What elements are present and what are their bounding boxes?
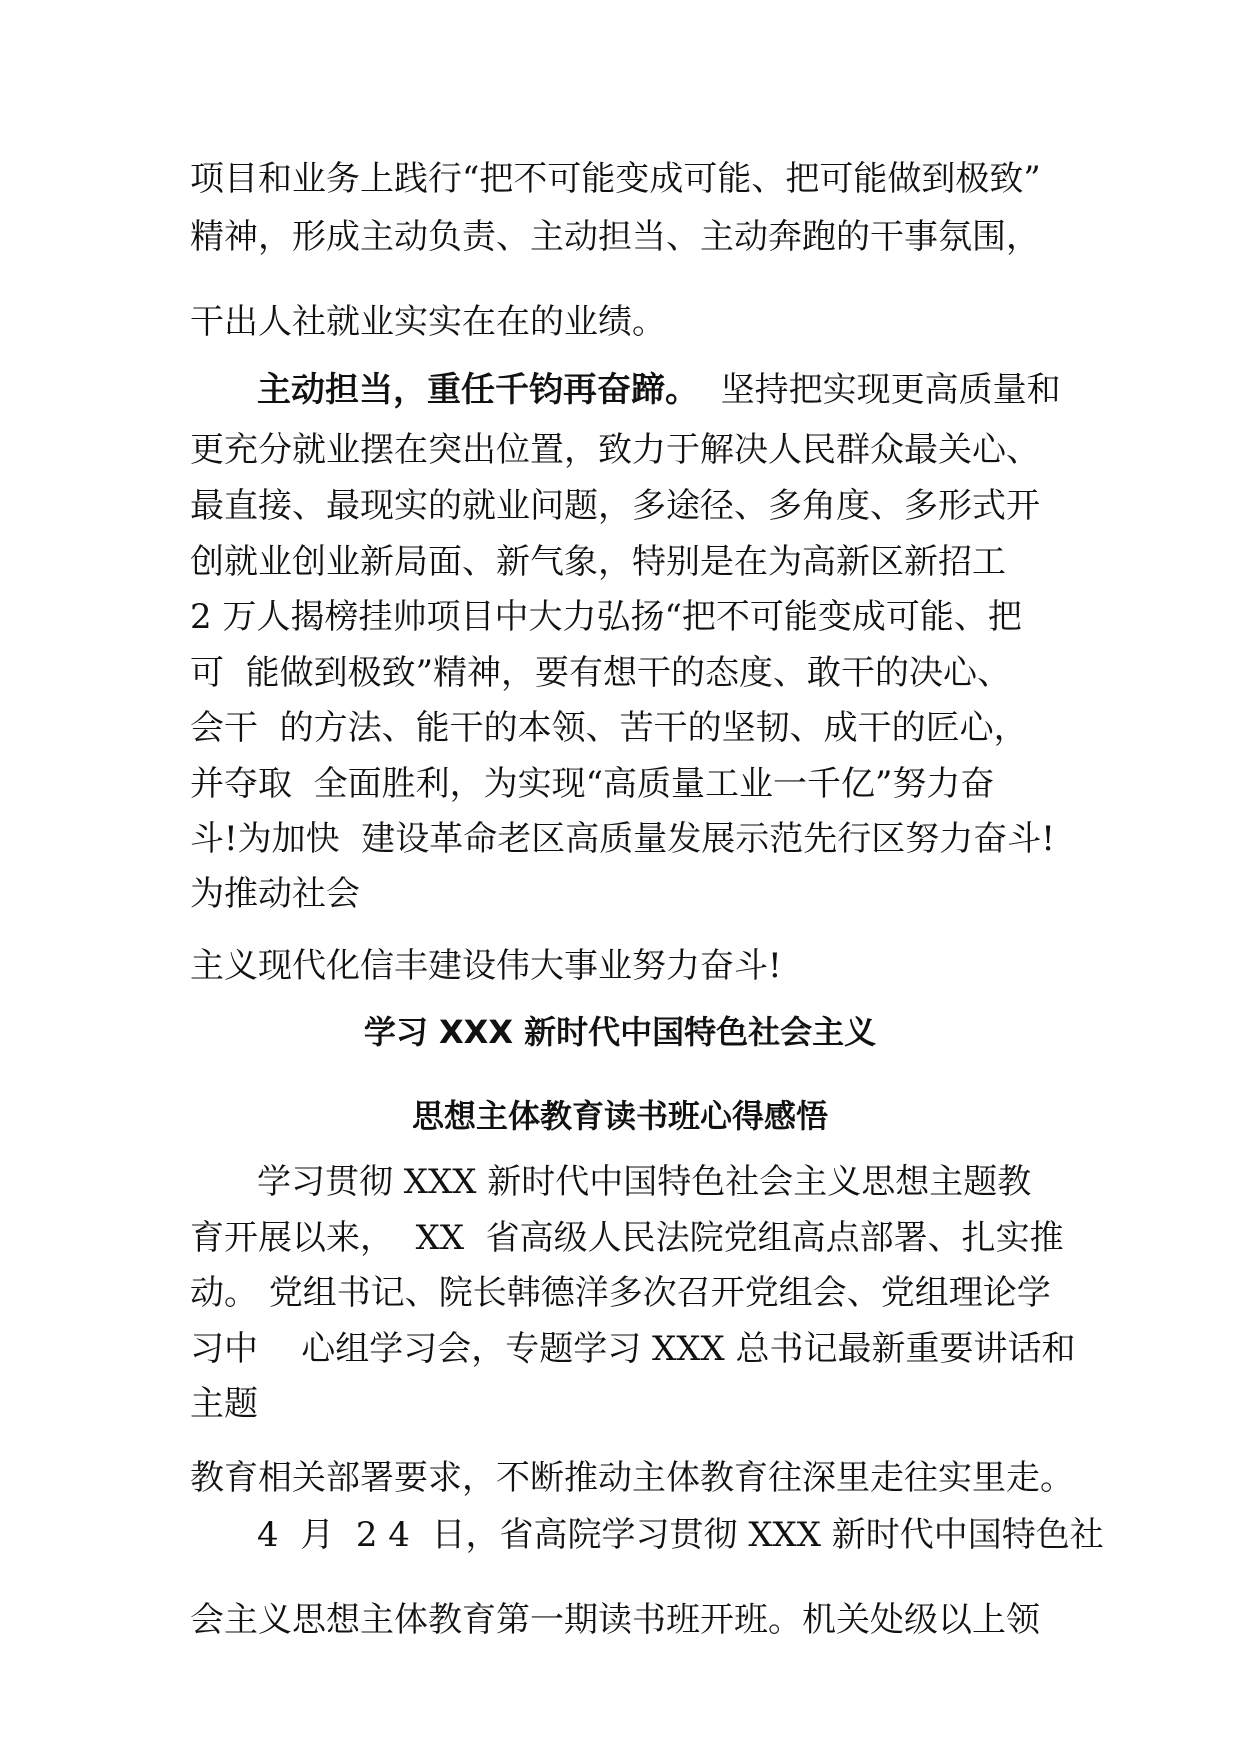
body-line: 学习贯彻 XXX 新时代中国特色社会主义思想主题教 (257, 1162, 1032, 1202)
body-line: 最直接、最现实的就业问题，多途径、多角度、多形式开 (190, 486, 1040, 526)
section-first-line (257, 370, 1061, 410)
section-first-line-text: 坚持把实现更高质量和 (720, 370, 1061, 410)
body-line: 教育相关部署要求，不断推动主体教育往深里走往实里走。 (190, 1458, 1074, 1498)
body-line: 更充分就业摆在突出位置，致力于解决人民群众最关心、 (190, 430, 1040, 470)
body-line: 习中 心组学习会，专题学习 XXX 总书记最新重要讲话和 (190, 1329, 1076, 1369)
body-line: 4 月 2 4 日，省高院学习贯彻 XXX 新时代中国特色社 (257, 1515, 1104, 1555)
body-line: 可 能做到极致”精神，要有想干的态度、敢干的决心、 (190, 653, 1011, 693)
body-line: 精神，形成主动负责、主动担当、主动奔跑的干事氛围， (190, 217, 1040, 257)
section-heading: 主动担当，重任千钧再奋蹄。 (257, 370, 699, 410)
body-line: 育开展以来， XX 省高级人民法院党组高点部署、扎实推 (190, 1218, 1064, 1258)
body-line: 干出人社就业实实在在的业绩。 (190, 302, 666, 342)
body-line: 主题 (190, 1384, 258, 1424)
body-line: 主义现代化信丰建设伟大事业努力奋斗! (190, 946, 782, 986)
body-line: 2 万人揭榜挂帅项目中大力弘扬“把不可能变成可能、把 (190, 597, 1022, 637)
body-line: 为推动社会 (190, 874, 360, 914)
body-line: 会主义思想主体教育第一期读书班开班。机关处级以上领 (190, 1600, 1040, 1640)
body-line: 会干 的方法、能干的本领、苦干的坚韧、成干的匠心， (190, 708, 1028, 748)
body-line: 动。 党组书记、院长韩德洋多次召开党组会、党组理论学 (190, 1273, 1051, 1313)
body-line: 斗!为加快 建设革命老区高质量发展示范先行区努力奋斗! (190, 819, 1055, 859)
body-line: 并夺取 全面胜利，为实现“高质量工业一千亿”努力奋 (190, 764, 995, 804)
body-line: 项目和业务上践行“把不可能变成可能、把可能做到极致” (190, 159, 1041, 199)
article-title-line-1: 学习 XXX 新时代中国特色社会主义 (363, 1013, 877, 1051)
article-title-line-2: 思想主体教育读书班心得感悟 (411, 1097, 828, 1135)
body-line: 创就业创业新局面、新气象，特别是在为高新区新招工 (190, 542, 1006, 582)
